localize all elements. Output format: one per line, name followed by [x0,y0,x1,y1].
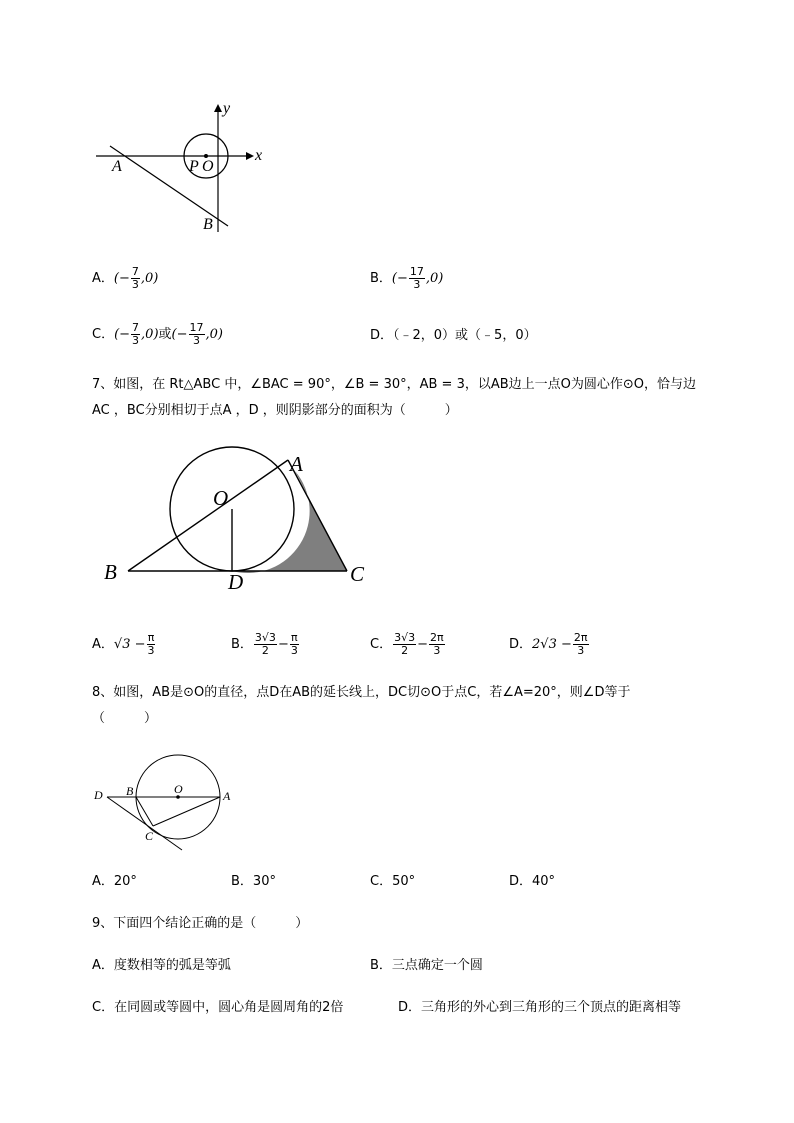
q6-option-c: C．(− $\frac{7}{3}$ ,0)或(− $\frac{17}{3}$ ,0) [92,321,223,347]
q7-fig-b-label: B [104,560,117,584]
q8-stem-line2: （ ） [92,711,158,726]
fig1-y-label: y [223,100,231,117]
q8-option-c: C．50° [370,874,416,889]
fig1-a-label: A [112,158,122,175]
q8-stem-line1: 8、如图，AB是⊙O的直径，点D在AB的延长线上，DC切⊙O于点C，若∠A=20°，则∠D等于 [92,685,631,700]
q6-option-d: D．（﹣2，0）或（﹣5，0） [370,328,537,343]
q7-stem-line1: 7、如图，在 Rt△ABC 中，∠BAC = 90°，∠B = 30°，AB = 3，以AB边上一点O为圆心作⊙O，恰与边 [92,377,697,392]
fig1-o-label: O [202,158,214,175]
q6-option-a: A．(− $\frac{7}{3}$ ,0) [92,265,159,291]
q7-fig-o-label: O [213,486,229,510]
q7-option-a: A．√3 − $\frac{\pi}{3}$ [92,631,155,657]
q8-option-a: A．20° [92,874,137,889]
q8-fig-d-label: D [94,788,103,802]
q9-stem: 9、下面四个结论正确的是（ ） [92,916,309,931]
q8-fig-a-label: A [223,789,231,803]
q9-option-c: C．在同圆或等圆中，圆心角是圆周角的2倍 [92,1000,344,1015]
fig1-p-label: P [189,158,199,175]
q7-option-c: C． $\frac{3√3}{2}$ − $\frac{2\pi}{3}$ [370,631,444,657]
q8-option-b: B．30° [231,874,276,889]
q9-option-d: D．三角形的外心到三角形的三个顶点的距离相等 [398,1000,682,1015]
fig1-x-label: x [255,147,263,164]
q9-option-a: A．度数相等的弧是等弧 [92,958,231,973]
q9-option-b: B．三点确定一个圆 [370,958,483,973]
q7-fig-d-label: D [228,570,244,594]
q8-fig-c-label: C [145,829,154,843]
q7-option-b: B． $\frac{3√3}{2}$ − $\frac{\pi}{3}$ [231,631,298,657]
q8-option-d: D．40° [509,874,556,889]
q8-fig-o-label: O [174,782,183,796]
q7-fig-a-label: A [290,452,303,476]
q7-option-d: D．2√3 − $\frac{2\pi}{3}$ [509,631,588,657]
q7-stem-line2: AC ，BC分别相切于点A ，D ，则阴影部分的面积为（ ） [92,403,458,418]
fig1-b-label: B [203,216,213,233]
q8-fig-b-label: B [126,784,134,798]
q7-fig-c-label: C [350,562,365,586]
q6-option-b: B．(− $\frac{17}{3}$ ,0) [370,265,444,291]
